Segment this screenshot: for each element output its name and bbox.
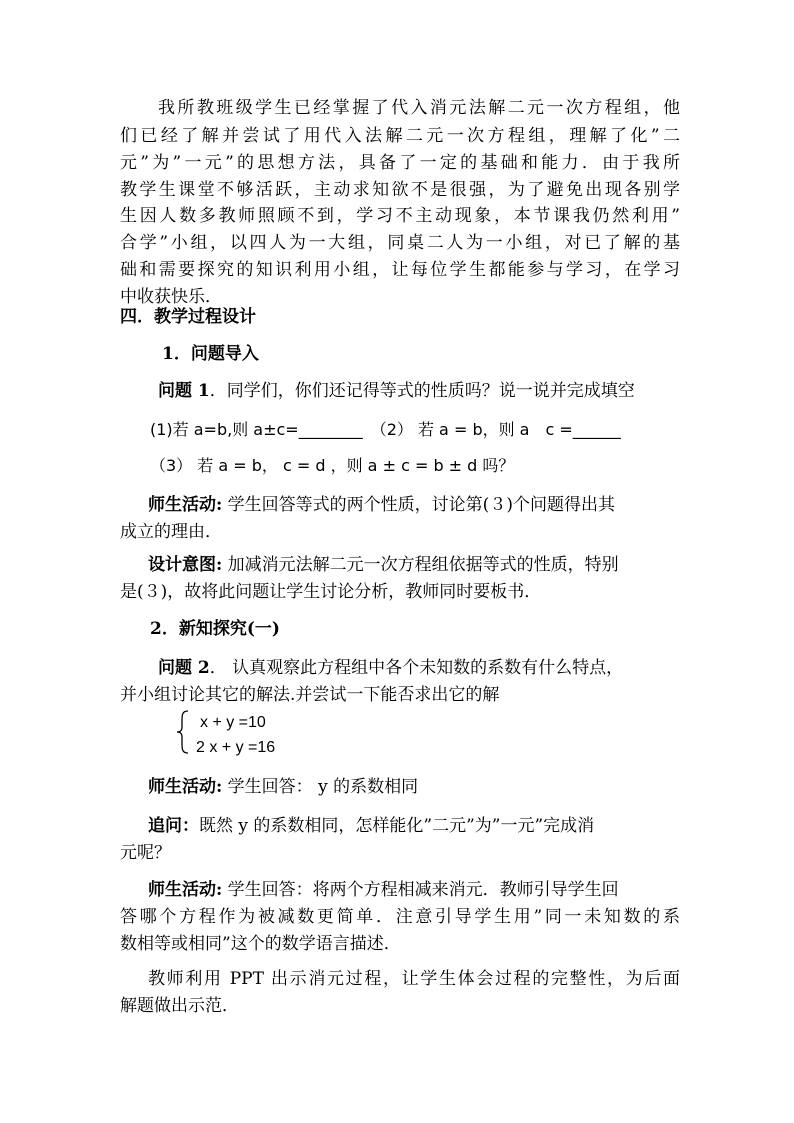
fill-blank-1-2: (1)若 a=b,则 a±c=________ （2） 若 a = b，则 a c =______ (150, 420, 621, 439)
question-2-line-2: 并小组讨论其它的解法.并尝试一下能否求出它的解 (120, 685, 500, 705)
design-intent-label: 设计意图: (148, 555, 223, 575)
ppt-line-1: 教师利用 PPT 出示消元过程，让学生体会过程的完整性，为后面 (148, 969, 680, 989)
activity-1-line-2: 成立的理由． (120, 522, 222, 542)
activity-3-text: 学生回答：将两个方程相减来消元．教师引导学生回 (222, 880, 619, 900)
followup-label: 追问： (148, 816, 199, 836)
intro-line-3: 元”为”一元”的思想方法，具备了一定的基础和能力．由于我所 (120, 153, 680, 173)
activity-3-line-2: 答哪个方程作为被减数更简单．注意引导学生用”同一未知数的系 (120, 907, 680, 927)
design-intent-text: 加减消元法解二元一次方程组依据等式的性质，特别 (222, 555, 619, 575)
intro-line-6: 合学”小组，以四人为一大组，同桌二人为一小组，对已了解的基 (120, 233, 680, 253)
fill-blank-3: （3） 若 a = b， c = d ，则 a ± c = b ± d 吗？ (150, 456, 515, 475)
design-intent-line-2: 是(３)，故将此问题让学生讨论分析，教师同时要板书． (120, 582, 542, 602)
activity-2-line-1 (148, 774, 680, 800)
question-1-label: 问题 1 (158, 381, 210, 401)
ppt-line-2: 解题做出示范． (120, 996, 239, 1016)
equation-2: 2 x + y =16 (196, 739, 276, 756)
intro-line-1: 我所教班级学生已经掌握了代入消元法解二元一次方程组，他 (158, 98, 680, 118)
followup-text: 既然 y 的系数相同，怎样能化”二元”为”一元”完成消 (199, 816, 595, 836)
activity-3-line-1 (148, 877, 680, 903)
part2-heading: 2．新知探究(一) (150, 619, 280, 639)
question-2-label: 问题 2 (158, 658, 210, 678)
question-2-line-1 (158, 655, 680, 681)
question-1-text: ．同学们，你们还记得等式的性质吗？说一说并完成填空 (209, 381, 635, 401)
part1-heading: 1．问题导入 (162, 344, 259, 364)
intro-line-5: 生因人数多教师照顾不到，学习不主动现象，本节课我仍然利用” (120, 206, 680, 226)
intro-line-4: 教学生课堂不够活跃，主动求知欲不是很强，为了避免出现各别学 (120, 180, 680, 200)
followup-line-2: 元呢？ (120, 843, 171, 863)
activity-2-text: 学生回答： y 的系数相同 (222, 777, 419, 797)
equation-brace-icon (174, 709, 192, 755)
equation-1: x + y =10 (200, 714, 266, 731)
section-heading: 四．教学过程设计 (120, 307, 256, 327)
activity-1-label: 师生活动: (148, 495, 223, 515)
activity-2-label: 师生活动: (148, 777, 223, 797)
activity-3-label: 师生活动: (148, 880, 223, 900)
intro-line-7: 础和需要探究的知识利用小组，让每位学生都能参与学习，在学习 (120, 260, 680, 280)
design-intent-line-1 (148, 552, 680, 578)
followup-line-1 (148, 813, 680, 839)
question-1 (158, 378, 680, 404)
intro-line-2: 们已经了解并尝试了用代入法解二元一次方程组，理解了化”二 (120, 126, 680, 146)
activity-1-line-1 (148, 492, 680, 518)
question-2-text: ． 认真观察此方程组中各个未知数的系数有什么特点， (209, 658, 624, 678)
activity-3-line-3: 数相等或相同”这个的数学语言描述． (120, 934, 401, 954)
activity-1-text: 学生回答等式的两个性质，讨论第(３)个问题得出其 (222, 495, 615, 515)
intro-line-8: 中收获快乐． (120, 287, 222, 307)
